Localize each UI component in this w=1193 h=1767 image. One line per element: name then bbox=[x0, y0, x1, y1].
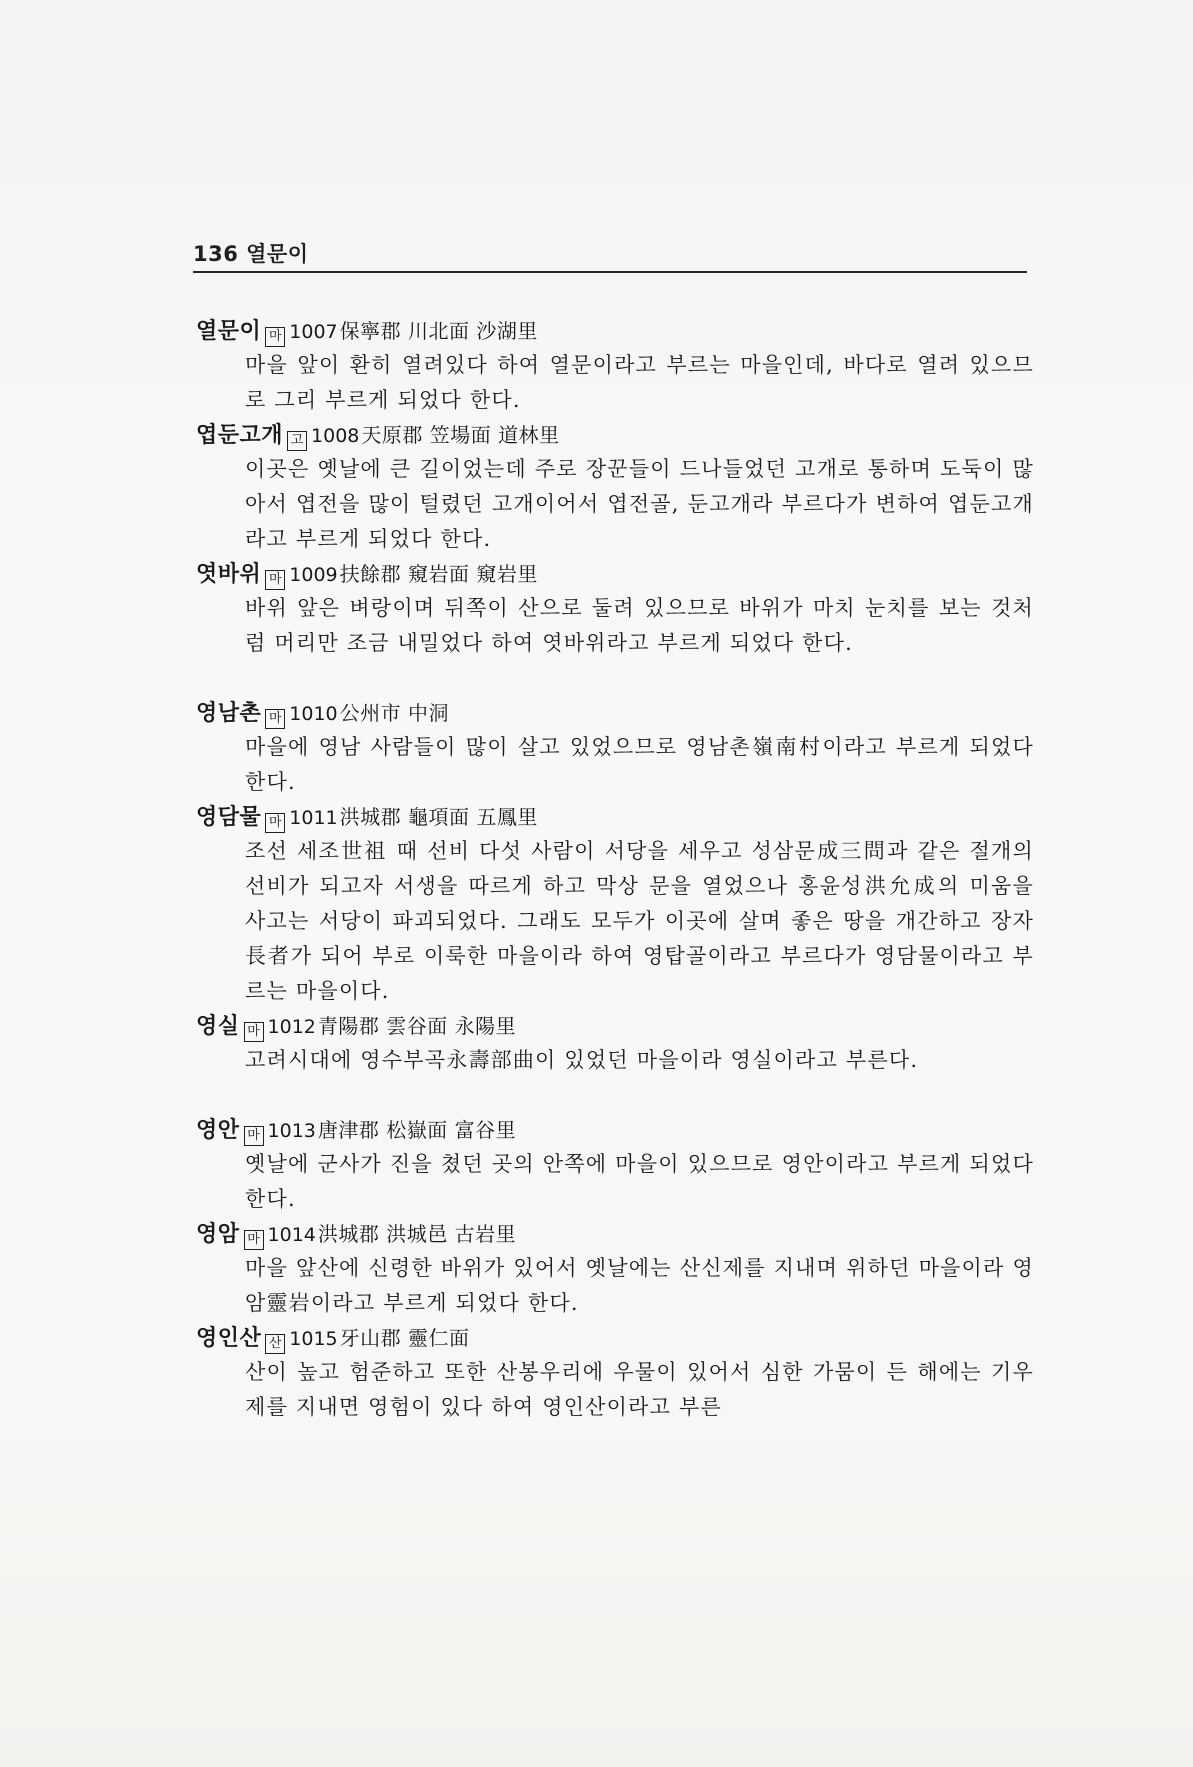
entry-heading bbox=[196, 1113, 1032, 1147]
entry-text: 마을 앞이 환히 열려있다 하여 열문이라고 부르는 마을인데, 바다로 열려 있으므로 그리 부르게 되었다 한다. bbox=[245, 353, 1034, 412]
entry-heading bbox=[196, 557, 1032, 591]
entry-location: 公州市 中洞 bbox=[339, 701, 449, 725]
entry bbox=[196, 314, 1032, 418]
entry-location: 天原郡 笠場面 道林里 bbox=[361, 423, 560, 447]
entry-location: 唐津郡 松嶽面 富谷里 bbox=[317, 1118, 517, 1142]
entry-text: 이곳은 옛날에 큰 길이었는데 주로 장꾼들이 드나들었던 고개로 통하며 도둑이 많아서 엽전을 많이 털렸던 고개이어서 엽전골, 둔고개라 부르다가 변하여 엽둔고개라고 부르게 되었다 한다. bbox=[245, 457, 1034, 551]
entry-code: 1009 bbox=[289, 564, 338, 586]
entry-code: 1012 bbox=[267, 1016, 316, 1038]
entry-code: 1015 bbox=[289, 1328, 338, 1350]
category-mark: 마 bbox=[265, 327, 285, 347]
entry-term: 열문이 bbox=[196, 319, 262, 344]
entry-term: 엽둔고개 bbox=[196, 423, 284, 448]
entry-code: 1011 bbox=[289, 807, 338, 829]
entry-term: 영암 bbox=[196, 1222, 240, 1247]
entry-text: 마을에 영남 사람들이 많이 살고 있었으므로 영남촌嶺南村이라고 부르게 되었다 한다. bbox=[245, 735, 1034, 794]
entry-term: 영담물 bbox=[196, 805, 262, 830]
entry-heading bbox=[196, 1217, 1032, 1251]
entry bbox=[196, 1113, 1032, 1217]
running-head: 136 열문이 bbox=[193, 242, 309, 266]
entry-code: 1010 bbox=[289, 703, 338, 725]
category-mark: 마 bbox=[265, 709, 285, 729]
category-mark: 마 bbox=[244, 1022, 264, 1042]
header-rule bbox=[193, 271, 1027, 273]
entry-heading bbox=[196, 1321, 1032, 1355]
entry bbox=[196, 1321, 1032, 1425]
entry bbox=[196, 696, 1032, 800]
category-mark: 마 bbox=[244, 1126, 264, 1146]
category-mark: 고 bbox=[287, 431, 307, 451]
entry bbox=[196, 800, 1032, 1009]
entry bbox=[196, 1217, 1032, 1321]
entry-location: 洪城郡 龜項面 五鳳里 bbox=[339, 805, 538, 829]
entry-location: 保寧郡 川北面 沙湖里 bbox=[339, 319, 538, 343]
category-mark: 마 bbox=[265, 813, 285, 833]
entry-text: 옛날에 군사가 진을 쳤던 곳의 안쪽에 마을이 있으므로 영안이라고 부르게 되었다 한다. bbox=[245, 1152, 1034, 1211]
entry-location: 洪城郡 洪城邑 古岩里 bbox=[317, 1222, 517, 1246]
entry-heading bbox=[196, 800, 1032, 834]
entry-term: 영실 bbox=[196, 1014, 240, 1039]
entry-code: 1008 bbox=[311, 425, 360, 447]
entry-location: 扶餘郡 窺岩面 窺岩里 bbox=[339, 562, 538, 586]
entry-heading bbox=[196, 418, 1032, 452]
category-mark: 산 bbox=[265, 1334, 285, 1354]
entry-heading bbox=[196, 314, 1032, 348]
category-mark: 마 bbox=[244, 1230, 264, 1250]
entry-heading bbox=[196, 1009, 1032, 1043]
entry-code: 1013 bbox=[267, 1120, 316, 1142]
entry-location: 青陽郡 雲谷面 永陽里 bbox=[317, 1014, 517, 1038]
entry-code: 1007 bbox=[289, 321, 338, 343]
entry bbox=[196, 1009, 1032, 1113]
entry-location: 牙山郡 靈仁面 bbox=[339, 1326, 470, 1350]
entry-text: 마을 앞산에 신령한 바위가 있어서 옛날에는 산신제를 지내며 위하던 마을이라 영암靈岩이라고 부르게 되었다 한다. bbox=[245, 1256, 1034, 1315]
entry-text: 고려시대에 영수부곡永壽部曲이 있었던 마을이라 영실이라고 부른다. bbox=[245, 1048, 919, 1072]
entry-text: 바위 앞은 벼랑이며 뒤쪽이 산으로 둘려 있으므로 바위가 마치 눈치를 보는 것처럼 머리만 조금 내밀었다 하여 엿바위라고 부르게 되었다 한다. bbox=[245, 596, 1034, 655]
entry-text: 산이 높고 험준하고 또한 산봉우리에 우물이 있어서 심한 가뭄이 든 해에는 기우제를 지내면 영험이 있다 하여 영인산이라고 부른 bbox=[245, 1360, 1034, 1419]
entry-term: 영남촌 bbox=[196, 701, 262, 726]
entry-text: 조선 세조世祖 때 선비 다섯 사람이 서당을 세우고 성삼문成三問과 같은 절개의 선비가 되고자 서생을 따르게 하고 막상 문을 열었으나 홍윤성洪允成의 미움을 사고는 서당이 파괴되었다. 그래도 모두가 이곳에 살며 좋은 땅을 개간하고 장자長者가 되어 부로 이룩한 마을이라 하여 영탑골이라고 부르다가 영담물이라고 부르는 마을이다. bbox=[245, 839, 1034, 1003]
entry-term: 엿바위 bbox=[196, 562, 262, 587]
entry bbox=[196, 557, 1032, 696]
entry-list bbox=[196, 314, 1032, 1425]
entry-code: 1014 bbox=[267, 1224, 316, 1246]
entry-term: 영인산 bbox=[196, 1326, 262, 1351]
category-mark: 마 bbox=[265, 570, 285, 590]
entry bbox=[196, 418, 1032, 557]
entry-heading bbox=[196, 696, 1032, 730]
entry-term: 영안 bbox=[196, 1118, 240, 1143]
